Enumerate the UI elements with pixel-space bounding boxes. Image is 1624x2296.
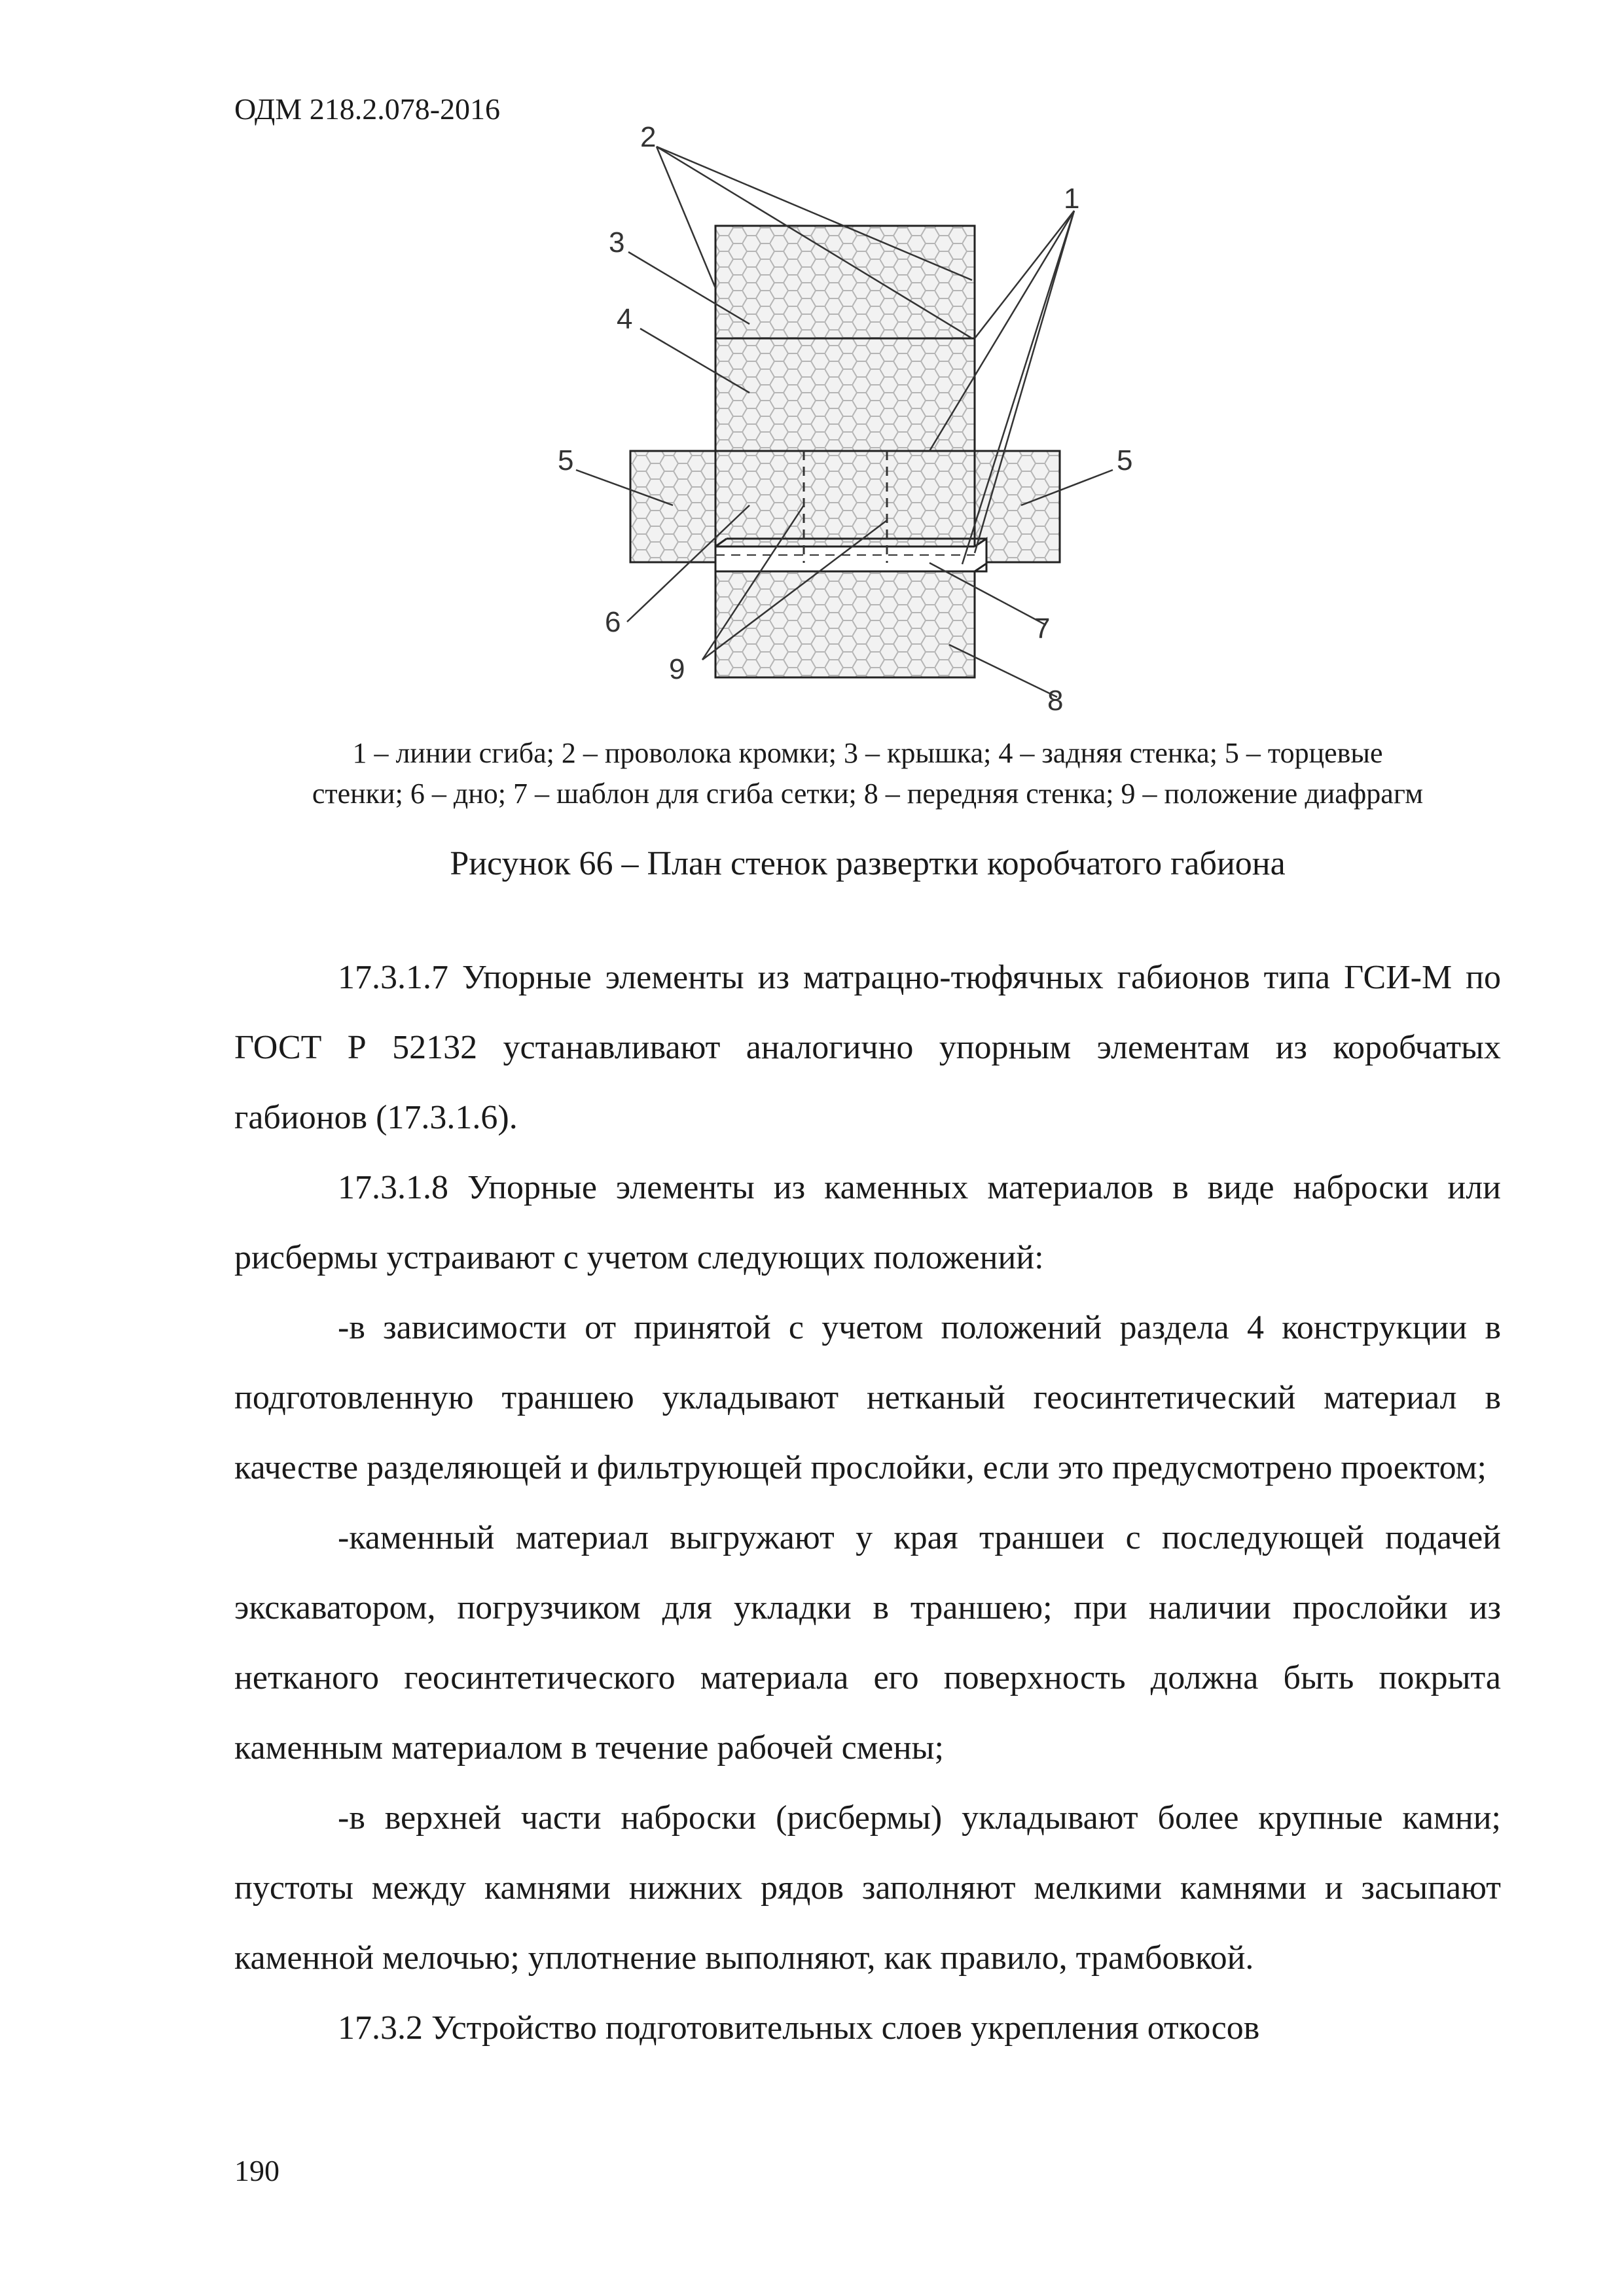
callout-2: 2 — [640, 121, 657, 153]
callout-9: 9 — [669, 653, 685, 685]
list-item-geosynthetic: -в зависимости от принятой с учетом положений раздела 4 конструкции в подготовленную траншею укладывают нетканый геосинтетический материал в качестве разделяющей и фильтрующей прослойки, если это предусмотрено проектом; — [234, 1309, 1501, 1486]
callout-5-left: 5 — [558, 444, 574, 476]
list-item-upper-part: -в верхней части наброски (рисбермы) укладывают более крупные камни; пустоты между камнями нижних рядов заполняют мелкими камнями и засыпают каменной мелочью; уплотнение выполняют, как правило, трамбовкой. — [234, 1799, 1501, 1977]
bending-template — [715, 547, 986, 571]
front-wall-panel — [715, 571, 975, 677]
list-item-stone-unloading: -каменный материал выгружают у края траншеи с последующей подачей экскаватором, погрузчиком для укладки в траншею; при наличии прослойки из нетканого геосинтетического материала его поверхность должна быть покрыта каменным материалом в течение рабочей смены; — [234, 1519, 1501, 1767]
paragraph-17-3-1-7: 17.3.1.7 Упорные элементы из матрацно-тюфячных габионов типа ГСИ-М по ГОСТ Р 52132 устанавливают аналогично упорным элементам из коробчатых габионов (17.3.1.6). — [234, 959, 1501, 1136]
lid-panel — [715, 226, 975, 338]
legend-line-1: 1 – линии сгиба; 2 – проволока кромки; 3 – крышка; 4 – задняя стенка; 5 – торцевые — [352, 737, 1383, 769]
callout-7: 7 — [1034, 613, 1051, 645]
page-number: 190 — [234, 2154, 280, 2187]
callout-8: 8 — [1047, 685, 1064, 717]
gabion-unfolding-diagram — [0, 0, 1624, 733]
bottom-panel — [715, 451, 975, 547]
figure-caption: Рисунок 66 – План стенок развертки коробчатого габиона — [450, 845, 1286, 882]
callout-4: 4 — [617, 303, 633, 335]
document-code-header: ОДМ 218.2.078-2016 — [234, 92, 501, 126]
figure-legend — [234, 733, 1501, 814]
callout-5-right: 5 — [1117, 444, 1133, 476]
section-heading-17-3-2: 17.3.2 Устройство подготовительных слоев укрепления откосов — [338, 2009, 1260, 2047]
back-wall-panel — [715, 338, 975, 451]
callout-6: 6 — [605, 606, 621, 638]
body-text — [234, 942, 1501, 2063]
legend-line-2: стенки; 6 – дно; 7 – шаблон для сгиба сетки; 8 – передняя стенка; 9 – положение диафрагм — [312, 778, 1424, 810]
callout-3: 3 — [609, 226, 625, 259]
paragraph-17-3-1-8: 17.3.1.8 Упорные элементы из каменных материалов в виде наброски или рисбермы устраивают с учетом следующих положений: — [234, 1169, 1501, 1276]
callout-1: 1 — [1064, 183, 1080, 215]
end-wall-left-panel — [630, 451, 715, 562]
